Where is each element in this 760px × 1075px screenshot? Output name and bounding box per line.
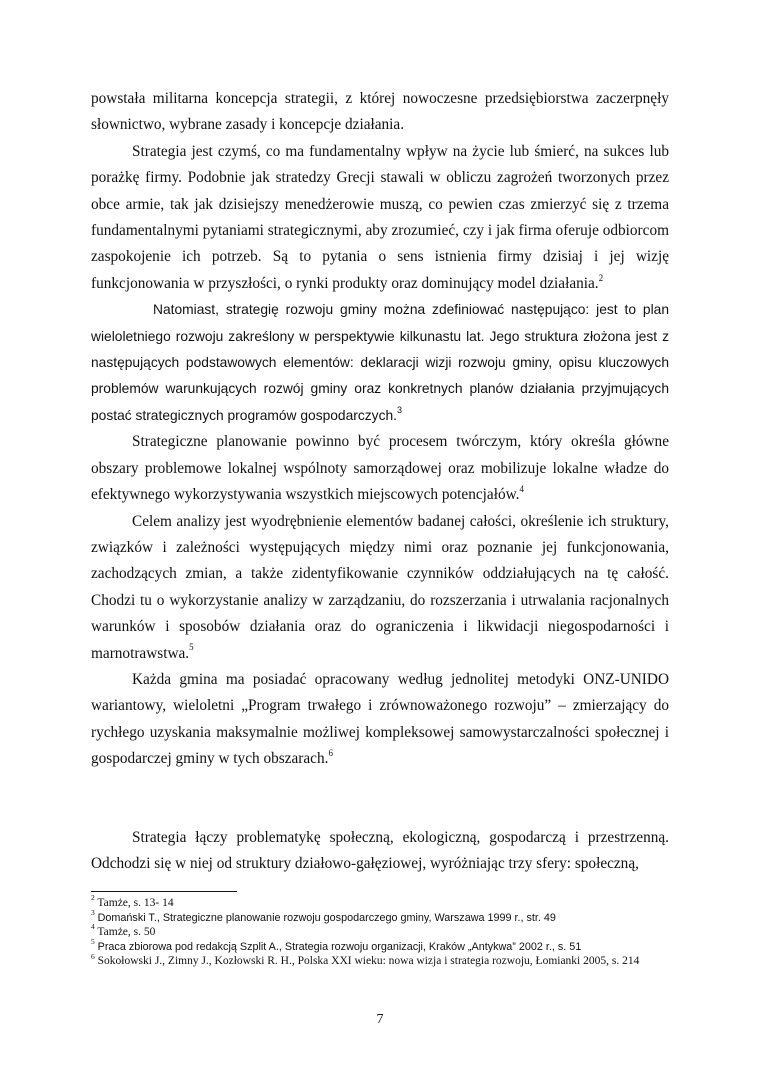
footnote-ref-2: 2 [598,272,604,283]
body-text [91,86,669,877]
footnote-ref-5: 5 [189,642,194,653]
footnote-ref-6: 6 [328,748,333,759]
paragraph-strategy-definition: Strategia jest czymś, co ma fundamentalny wpływ na życie lub śmierć, na sukces lub porażkę firmy. Podobnie jak stratedzy Grecji stawali w obliczu zagrożeń tworzonych przez obce armie, tak jak dzisiejszy menedżerowie muszą, co pewien czas zmierzyć się z trzema fundamentalnymi pytaniami strategicznymi, aby zrozumieć, czy i jak firma oferuje odbiorcom zaspokojenie ich potrzeb. Są to pytania o sens istnienia firmy dzisiaj i jej wizję funkcjonowania w przyszłości, o rynki produkty oraz dominujący model działania.$^2$ [91,142,669,292]
paragraph-strategy-spheres: Strategia łączy problematykę społeczną, ekologiczną, gospodarczą i przestrzenną. Odchodzi się w niej od struktury działowo-gałęziowej, wyróżniając trzy sfery: społeczną, [91,828,669,872]
footnote-ref-3: 3 [396,405,402,416]
footnote-4: $^4$ Tamże, s. 50 [91,922,156,939]
footnotes [91,893,671,969]
footnote-2: $^2$ Tamże, s. 13- 14 [91,893,174,909]
paragraph-spacer [91,773,669,825]
paragraph-program: Każda gmina ma posiadać opracowany według jednolitej metodyki ONZ-UNIDO wariantowy, wieloletni „Program trwałego i zrównoważonego rozwoju” – zmierzający do rychłego uzyskania maksymalnie możliwej kompleksowej samowystarczalności społecznej i gospodarczej gminy w tych obszarach.$^6$ [91,670,669,768]
footnote-separator [91,891,237,892]
footnote-3: $^3$ Domański T., Strategiczne planowanie rozwoju gospodarczego gminy, Warszawa 1999 r., str. 49 [91,907,556,924]
paragraph-continuation: powstała militarna koncepcja strategii, z której nowoczesne przedsiębiorstwa zaczerpnęły słownictwo, wybrane zasady i koncepcje działania. [91,90,669,134]
paragraph-municipal-strategy: Natomiast, strategię rozwoju gminy można zdefiniować następująco: jest to plan wieloletniego rozwoju zakreślony w perspektywie kilkunastu lat. Jego struktura złożona jest z następujących podstawowych elementów: deklaracji wizji rozwoju gminy, opisu kluczowych problemów warunkujących rozwój gminy oraz konkretnych planów działania przyjmujących postać strategicznych programów gospodarczych.$^3$ [91,302,669,423]
paragraph-analysis-goal: Celem analizy jest wyodrębnienie elementów badanej całości, określenie ich struktury, związków i zależności występujących między nimi oraz poznanie jej funkcjonowania, zachodzących zmian, a także zidentyfikowanie czynników oddziałujących na tę całość. Chodzi tu o wykorzystanie analizy w zarządzaniu, do rozszerzania i utrwalania racjonalnych warunków i sposobów działania oraz do ograniczenia i likwidacji niegospodarności i marnotrawstwa.$^5$ [91,512,669,662]
footnote-6: $^6$ Sokołowski J., Zimny J., Kozłowski R. H., Polska XXI wieku: nowa wizja i strategia rozwoju, Łomianki 2005, s. 214 [91,951,640,968]
footnote-ref-4: 4 [519,484,524,494]
footnote-5: $^5$ Praca zbiorowa pod redakcją Szplit A., Strategia rozwoju organizacji, Kraków „Antykwa” 2002 r., s. 51 [91,936,582,953]
page-number: 7 [376,1012,384,1027]
paragraph-strategic-planning: Strategiczne planowanie powinno być procesem twórczym, który określa główne obszary problemowe lokalnej wspólnoty samorządowej oraz mobilizuje lokalne władze do efektywnego wykorzystywania wszystkich miejscowych potencjałów.$^4$ [91,433,669,504]
